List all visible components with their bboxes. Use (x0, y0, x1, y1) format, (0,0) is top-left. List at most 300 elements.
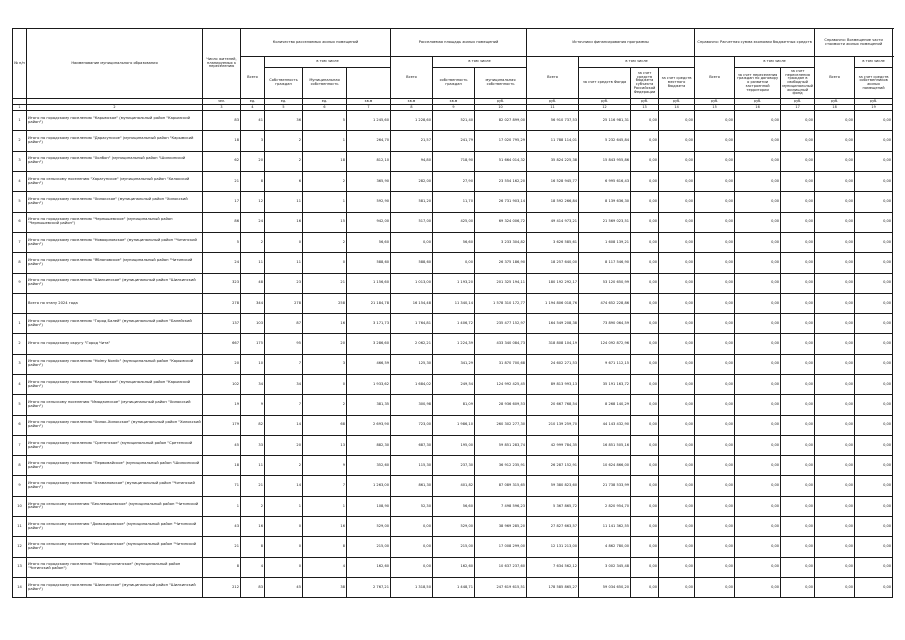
value-cell: 0,00 (781, 557, 815, 577)
value-cell: 0,00 (695, 435, 735, 455)
value-cell: 87 089 315,65 (475, 476, 527, 496)
row-name: Итого по сельскому поселению "Доможировское" (муниципальный район "Читинский район") (27, 517, 203, 537)
value-cell: 718,90 (433, 151, 475, 171)
value-cell: 942,00 (347, 212, 391, 232)
value-cell: 0,00 (695, 456, 735, 476)
value-cell: 26 731 903,14 (475, 192, 527, 212)
col-econ-b: за счет переселения граждан в свободный муниципальный жилищный фонд (781, 68, 815, 99)
value-cell: 0,00 (735, 334, 781, 354)
value-cell: 164 549 208,38 (527, 314, 579, 334)
value-cell: 3 (303, 354, 347, 374)
col-ref2-group: Справочно: Возмещение части стоимости жилых помещений (815, 29, 893, 57)
value-cell: 1 228,60 (391, 111, 433, 131)
value-cell: 8 139 636,30 (579, 192, 631, 212)
value-cell: 17 020 795,29 (475, 131, 527, 151)
value-cell: 352,60 (347, 456, 391, 476)
value-cell: 381,35 (347, 395, 391, 415)
value-cell: 0,00 (815, 151, 855, 171)
value-cell: 36 912 235,91 (475, 456, 527, 476)
value-cell: 5 232 645,84 (579, 131, 631, 151)
index-cell: 13 (631, 105, 659, 111)
value-cell: 18 257 640,00 (527, 253, 579, 273)
value-cell: 6 (265, 172, 303, 192)
value-cell: 11 788 114,01 (527, 131, 579, 151)
value-cell: 21 184,78 (347, 293, 391, 313)
value-cell: 11,70 (433, 192, 475, 212)
value-cell: 14 (265, 415, 303, 435)
col-incl-fin: в том числе (579, 57, 695, 68)
value-cell: 0,00 (695, 314, 735, 334)
value-cell: 1 013,00 (391, 273, 433, 293)
value-cell: 667 (203, 334, 241, 354)
value-cell: 1 986,10 (433, 415, 475, 435)
value-cell: 59 851 283,74 (475, 435, 527, 455)
value-cell: 16 (303, 517, 347, 537)
col-empty (347, 68, 391, 99)
row-name: Итого по сельскому поселению "Никишихинское" (муниципальный район "Читинский район") (27, 537, 203, 557)
value-cell: 0,00 (659, 253, 695, 273)
value-cell: 0,00 (855, 496, 893, 516)
value-cell: 0,00 (781, 232, 815, 252)
value-cell: 0,00 (855, 314, 893, 334)
row-name: Итого по городскому поселению "Город Балей" (муниципальный район "Балейский район") (27, 314, 203, 334)
value-cell: 258 (303, 293, 347, 313)
row-name: Итого по городскому поселению "Яблоновское" (муниципальный район "Читинский район") (27, 253, 203, 273)
value-cell: 0,00 (735, 517, 781, 537)
unit-cell: руб. (475, 99, 527, 105)
value-cell: 86 (203, 212, 241, 232)
value-cell: 0,00 (781, 212, 815, 232)
index-cell: 7 (347, 105, 391, 111)
value-cell: 1 (265, 496, 303, 516)
value-cell: 0,00 (695, 496, 735, 516)
value-cell: 89 813 993,13 (527, 374, 579, 394)
value-cell: 34 (241, 374, 265, 394)
value-cell: 0,00 (781, 273, 815, 293)
value-cell: 0,00 (695, 172, 735, 192)
row-number: 10 (13, 496, 27, 516)
row-number: 2 (13, 131, 27, 151)
value-cell: 0,00 (659, 517, 695, 537)
value-cell: 41 (241, 111, 265, 131)
value-cell: 300,98 (391, 395, 433, 415)
value-cell: 0,00 (631, 456, 659, 476)
value-cell: 0,00 (855, 557, 893, 577)
col-total-fin: Всего (527, 57, 579, 99)
value-cell: 16 851 505,16 (579, 435, 631, 455)
value-cell: 474 652 228,86 (579, 293, 631, 313)
value-cell: 1 318,50 (391, 577, 433, 597)
value-cell: 3 286,60 (347, 334, 391, 354)
value-cell: 0,00 (815, 557, 855, 577)
value-cell: 0,00 (815, 577, 855, 597)
value-cell: 7 (265, 354, 303, 374)
value-cell: 1 764,81 (391, 314, 433, 334)
value-cell: 52,30 (391, 496, 433, 516)
value-cell: 0,00 (781, 496, 815, 516)
table-row (13, 253, 893, 273)
value-cell: 10 (241, 354, 265, 374)
value-cell: 0,00 (433, 253, 475, 273)
unit-cell: руб. (735, 99, 781, 105)
row-number: 9 (13, 273, 27, 293)
row-number: 2 (13, 334, 27, 354)
value-cell: 62 (203, 151, 241, 171)
table-row (13, 395, 893, 415)
value-cell: 0,00 (659, 111, 695, 131)
value-cell: 2 (265, 151, 303, 171)
value-cell: 16 (303, 314, 347, 334)
value-cell: 28 936 609,53 (475, 395, 527, 415)
value-cell: 0,00 (631, 537, 659, 557)
value-cell: 278 (203, 293, 241, 313)
value-cell: 0,00 (631, 172, 659, 192)
value-cell: 0,00 (781, 577, 815, 597)
value-cell: 0,00 (735, 476, 781, 496)
value-cell: 16 528 945,77 (527, 172, 579, 192)
row-number: 9 (13, 476, 27, 496)
value-cell: 11 141 362,55 (579, 517, 631, 537)
value-cell: 11 (265, 192, 303, 212)
value-cell: 95 (265, 334, 303, 354)
row-name: Итого по городскому поселению "Шилкинское" (муниципальный район "Шилкинский район") (27, 273, 203, 293)
col-total-area: Всего (391, 57, 433, 99)
value-cell: 0,00 (815, 374, 855, 394)
value-cell: 21,57 (391, 131, 433, 151)
row-name: Итого по городскому поселению "Шилкинское" (муниципальный район "Шилкинский район") (27, 577, 203, 597)
value-cell: 0,00 (855, 456, 893, 476)
value-cell: 9 671 112,15 (579, 354, 631, 374)
value-cell: 9 (241, 395, 265, 415)
value-cell: 0,00 (781, 172, 815, 192)
value-cell: 24 602 271,53 (527, 354, 579, 374)
index-cell: 12 (579, 105, 631, 111)
value-cell: 0,00 (631, 232, 659, 252)
row-name: Итого по городскому поселению "Атамановское" (муниципальный район "Читинский район") (27, 476, 203, 496)
value-cell: 0,00 (659, 151, 695, 171)
value-cell: 0,00 (695, 415, 735, 435)
table-row (13, 192, 893, 212)
row-name: Итого по городскому поселению "Карымское" (муниципальный район "Карымский район") (27, 111, 203, 131)
value-cell: 0,00 (695, 537, 735, 557)
unit-cell: чел. (203, 99, 241, 105)
value-cell: 5 (303, 111, 347, 131)
value-cell: 0,00 (815, 273, 855, 293)
value-cell: 81,09 (433, 395, 475, 415)
value-cell: 0,00 (391, 517, 433, 537)
col-incl-area: в том числе (433, 57, 527, 68)
value-cell: 0,00 (735, 577, 781, 597)
value-cell: 278 (265, 293, 303, 313)
value-cell: 0,00 (855, 273, 893, 293)
value-cell: 365,90 (347, 172, 391, 192)
value-cell: 19 (203, 395, 241, 415)
value-cell: 0,00 (855, 334, 893, 354)
table-row (13, 456, 893, 476)
value-cell: 0,00 (695, 192, 735, 212)
row-number: 5 (13, 395, 27, 415)
value-cell: 162,60 (433, 557, 475, 577)
value-cell: 42 999 784,35 (527, 435, 579, 455)
unit-cell: ед. (265, 99, 303, 105)
value-cell: 0,00 (735, 273, 781, 293)
value-cell: 0,00 (631, 192, 659, 212)
value-cell: 73 890 064,59 (579, 314, 631, 334)
value-cell: 0,00 (781, 334, 815, 354)
row-name: Всего по этапу 2024 года (27, 293, 203, 313)
value-cell: 21 569 023,51 (579, 212, 631, 232)
table-row (13, 517, 893, 537)
col-incl-count: в том числе (265, 57, 391, 68)
unit-cell: руб. (815, 99, 855, 105)
unit-cell: ед. (241, 99, 265, 105)
value-cell: 33 (241, 435, 265, 455)
value-cell: 0,00 (659, 537, 695, 557)
value-cell: 0,00 (695, 151, 735, 171)
value-cell: 83 (203, 111, 241, 131)
value-cell: 0,00 (815, 314, 855, 334)
value-cell: 59 380 823,60 (527, 476, 579, 496)
value-cell: 0,00 (781, 537, 815, 557)
value-cell: 0,00 (631, 435, 659, 455)
col-incl-econ: в том числе (735, 57, 815, 68)
value-cell: 1 (303, 496, 347, 516)
value-cell: 124 992 425,45 (475, 374, 527, 394)
value-cell: 8 268 140,29 (579, 395, 631, 415)
unit-cell: кв.м (433, 99, 475, 105)
value-cell: 18 (203, 131, 241, 151)
value-cell: 521,40 (433, 111, 475, 131)
table-row (13, 172, 893, 192)
value-cell: 1 684,02 (391, 374, 433, 394)
value-cell: 1 (303, 192, 347, 212)
value-cell: 7 (303, 476, 347, 496)
value-cell: 1 194 806 018,76 (527, 293, 579, 313)
value-cell: 180 192 292,17 (527, 273, 579, 293)
value-cell: 108,90 (347, 496, 391, 516)
value-cell: 162,60 (347, 557, 391, 577)
row-number: 1 (13, 111, 27, 131)
value-cell: 0,00 (659, 212, 695, 232)
value-cell: 0,00 (631, 212, 659, 232)
table-row (13, 334, 893, 354)
value-cell: 25 116 981,31 (579, 111, 631, 131)
index-cell: 5 (265, 105, 303, 111)
value-cell: 8 (241, 537, 265, 557)
value-cell: 0,00 (659, 131, 695, 151)
value-cell: 3 002 345,48 (579, 557, 631, 577)
value-cell: 4 (303, 557, 347, 577)
value-cell: 71 (203, 476, 241, 496)
value-cell: 0,00 (695, 557, 735, 577)
value-cell: 2 062,21 (391, 334, 433, 354)
value-cell: 1 263,00 (347, 476, 391, 496)
value-cell: 0,00 (695, 334, 735, 354)
unit-cell: ед. (303, 99, 347, 105)
value-cell: 0,00 (781, 253, 815, 273)
row-number: 6 (13, 415, 27, 435)
col-count-group: Количество расселяемых жилых помещений (241, 29, 391, 57)
value-cell: 0,00 (695, 354, 735, 374)
value-cell: 0,00 (735, 557, 781, 577)
index-cell: 8 (391, 105, 433, 111)
value-cell: 260 302 277,30 (475, 415, 527, 435)
value-cell: 2 767,21 (347, 577, 391, 597)
value-cell: 0,00 (631, 557, 659, 577)
row-number: 7 (13, 435, 27, 455)
value-cell: 1 (203, 496, 241, 516)
value-cell: 20 (203, 354, 241, 374)
table-row (13, 415, 893, 435)
value-cell: 44 143 432,90 (579, 415, 631, 435)
value-cell: 0,00 (659, 172, 695, 192)
value-cell: 0,00 (735, 232, 781, 252)
value-cell: 0,00 (781, 293, 815, 313)
table-row (13, 557, 893, 577)
value-cell: 4 862 780,00 (579, 537, 631, 557)
value-cell: 0,00 (855, 435, 893, 455)
value-cell: 212 (203, 577, 241, 597)
value-cell: 0 (265, 232, 303, 252)
table-body (13, 99, 893, 598)
value-cell: 18 (303, 151, 347, 171)
value-cell: 0,00 (815, 334, 855, 354)
value-cell: 125,30 (391, 354, 433, 374)
row-name: Итого по городскому поселению "Холбон" (муниципальный район "Шилкинский район") (27, 151, 203, 171)
value-cell: 56 910 737,53 (527, 111, 579, 131)
row-name: Итого по городскому поселению "Первомайское" (муниципальный район "Шилкинский район") (27, 456, 203, 476)
value-cell: 0,00 (631, 111, 659, 131)
value-cell: 21 (203, 172, 241, 192)
value-cell: 21 738 533,99 (579, 476, 631, 496)
value-cell: 0,00 (659, 415, 695, 435)
value-cell: 529,00 (347, 517, 391, 537)
table-row (13, 131, 893, 151)
value-cell: 12 (241, 192, 265, 212)
value-cell: 0 (265, 557, 303, 577)
value-cell: 0,00 (695, 577, 735, 597)
value-cell: 0,00 (631, 293, 659, 313)
table-row (13, 496, 893, 516)
value-cell: 0,00 (815, 395, 855, 415)
value-cell: 0,00 (631, 151, 659, 171)
value-cell: 0,00 (735, 354, 781, 374)
value-cell: 21 (303, 273, 347, 293)
value-cell: 0,00 (855, 131, 893, 151)
value-cell: 0,00 (815, 354, 855, 374)
value-cell: 11 (241, 456, 265, 476)
value-cell: 0,00 (735, 374, 781, 394)
value-cell: 53 120 650,99 (579, 273, 631, 293)
value-cell: 0,00 (735, 395, 781, 415)
value-cell: 82 (241, 415, 265, 435)
value-cell: 210 139 259,70 (527, 415, 579, 435)
col-sobst-area: собственность граждан (433, 68, 475, 99)
value-cell: 323 (203, 273, 241, 293)
value-cell: 0,00 (631, 476, 659, 496)
value-cell: 8 (303, 537, 347, 557)
value-cell: 0 (265, 517, 303, 537)
col-sobst: Собственность граждан (265, 68, 303, 99)
index-cell: 17 (781, 105, 815, 111)
value-cell: 10 624 866,00 (579, 456, 631, 476)
value-cell: 0,00 (815, 192, 855, 212)
value-cell: 34 (265, 374, 303, 394)
value-cell: 318 808 104,19 (527, 334, 579, 354)
value-cell: 264,70 (347, 131, 391, 151)
value-cell: 5 (203, 232, 241, 252)
row-name: Итого по городскому поселению "Дарасунское" (муниципальный район "Карымский район") (27, 131, 203, 151)
value-cell: 1 608 139,21 (579, 232, 631, 252)
index-cell: 11 (527, 105, 579, 111)
value-cell: 0,00 (659, 395, 695, 415)
value-cell: 241,79 (433, 131, 475, 151)
value-cell: 45 (265, 577, 303, 597)
value-cell: 0,00 (631, 374, 659, 394)
row-name: Итого по сельскому поселению "Харагунское" (муниципальный район "Хилокский район") (27, 172, 203, 192)
value-cell: 215,00 (433, 537, 475, 557)
value-cell: 16 (241, 517, 265, 537)
unit-cell: руб. (781, 99, 815, 105)
value-cell: 0,00 (781, 435, 815, 455)
table-row (13, 232, 893, 252)
value-cell: 0,00 (815, 435, 855, 455)
value-cell: 3 (241, 131, 265, 151)
col-budget-rf: за счет средств бюджета субъекта Российской Федерации (631, 68, 659, 99)
value-cell: 433 340 084,73 (475, 334, 527, 354)
table-row (13, 151, 893, 171)
value-cell: 0,00 (855, 577, 893, 597)
table-row (13, 577, 893, 597)
value-cell: 59 034 650,20 (579, 577, 631, 597)
value-cell: 861,30 (391, 476, 433, 496)
value-cell: 24 (241, 212, 265, 232)
value-cell: 1 156,60 (347, 273, 391, 293)
value-cell: 7 (265, 395, 303, 415)
row-name: Итого по городскому поселению "Новоорловское" (муниципальный район "Читинский район") (27, 232, 203, 252)
value-cell: 0,00 (391, 537, 433, 557)
value-cell: 0 (303, 253, 347, 273)
table-row (13, 435, 893, 455)
value-cell: 16 154,48 (391, 293, 433, 313)
index-cell: 18 (815, 105, 855, 111)
value-cell: 466,59 (347, 354, 391, 374)
value-cell: 8 117 546,90 (579, 253, 631, 273)
value-cell: 0,00 (631, 415, 659, 435)
value-cell: 2 (303, 395, 347, 415)
row-number: 13 (13, 557, 27, 577)
value-cell: 235 477 152,97 (475, 314, 527, 334)
value-cell: 344 (241, 293, 265, 313)
value-cell: 0,00 (735, 415, 781, 435)
value-cell: 0,00 (855, 151, 893, 171)
unit-cell: руб. (855, 99, 893, 105)
value-cell: 0,00 (815, 496, 855, 516)
value-cell: 2 (241, 232, 265, 252)
value-cell: 0,00 (815, 253, 855, 273)
value-cell: 0,00 (695, 232, 735, 252)
value-cell: 0 (265, 537, 303, 557)
value-cell: 0,00 (781, 456, 815, 476)
value-cell: 0,00 (659, 192, 695, 212)
value-cell: 13 (303, 435, 347, 455)
row-name: Итого по городскому поселению "Чернышевское" (муниципальный район "Чернышевский район") (27, 212, 203, 232)
value-cell: 6 995 616,43 (579, 172, 631, 192)
value-cell: 0,00 (659, 293, 695, 313)
resettlement-table (12, 28, 893, 598)
value-cell: 27 827 663,57 (527, 517, 579, 537)
value-cell: 0,00 (781, 415, 815, 435)
